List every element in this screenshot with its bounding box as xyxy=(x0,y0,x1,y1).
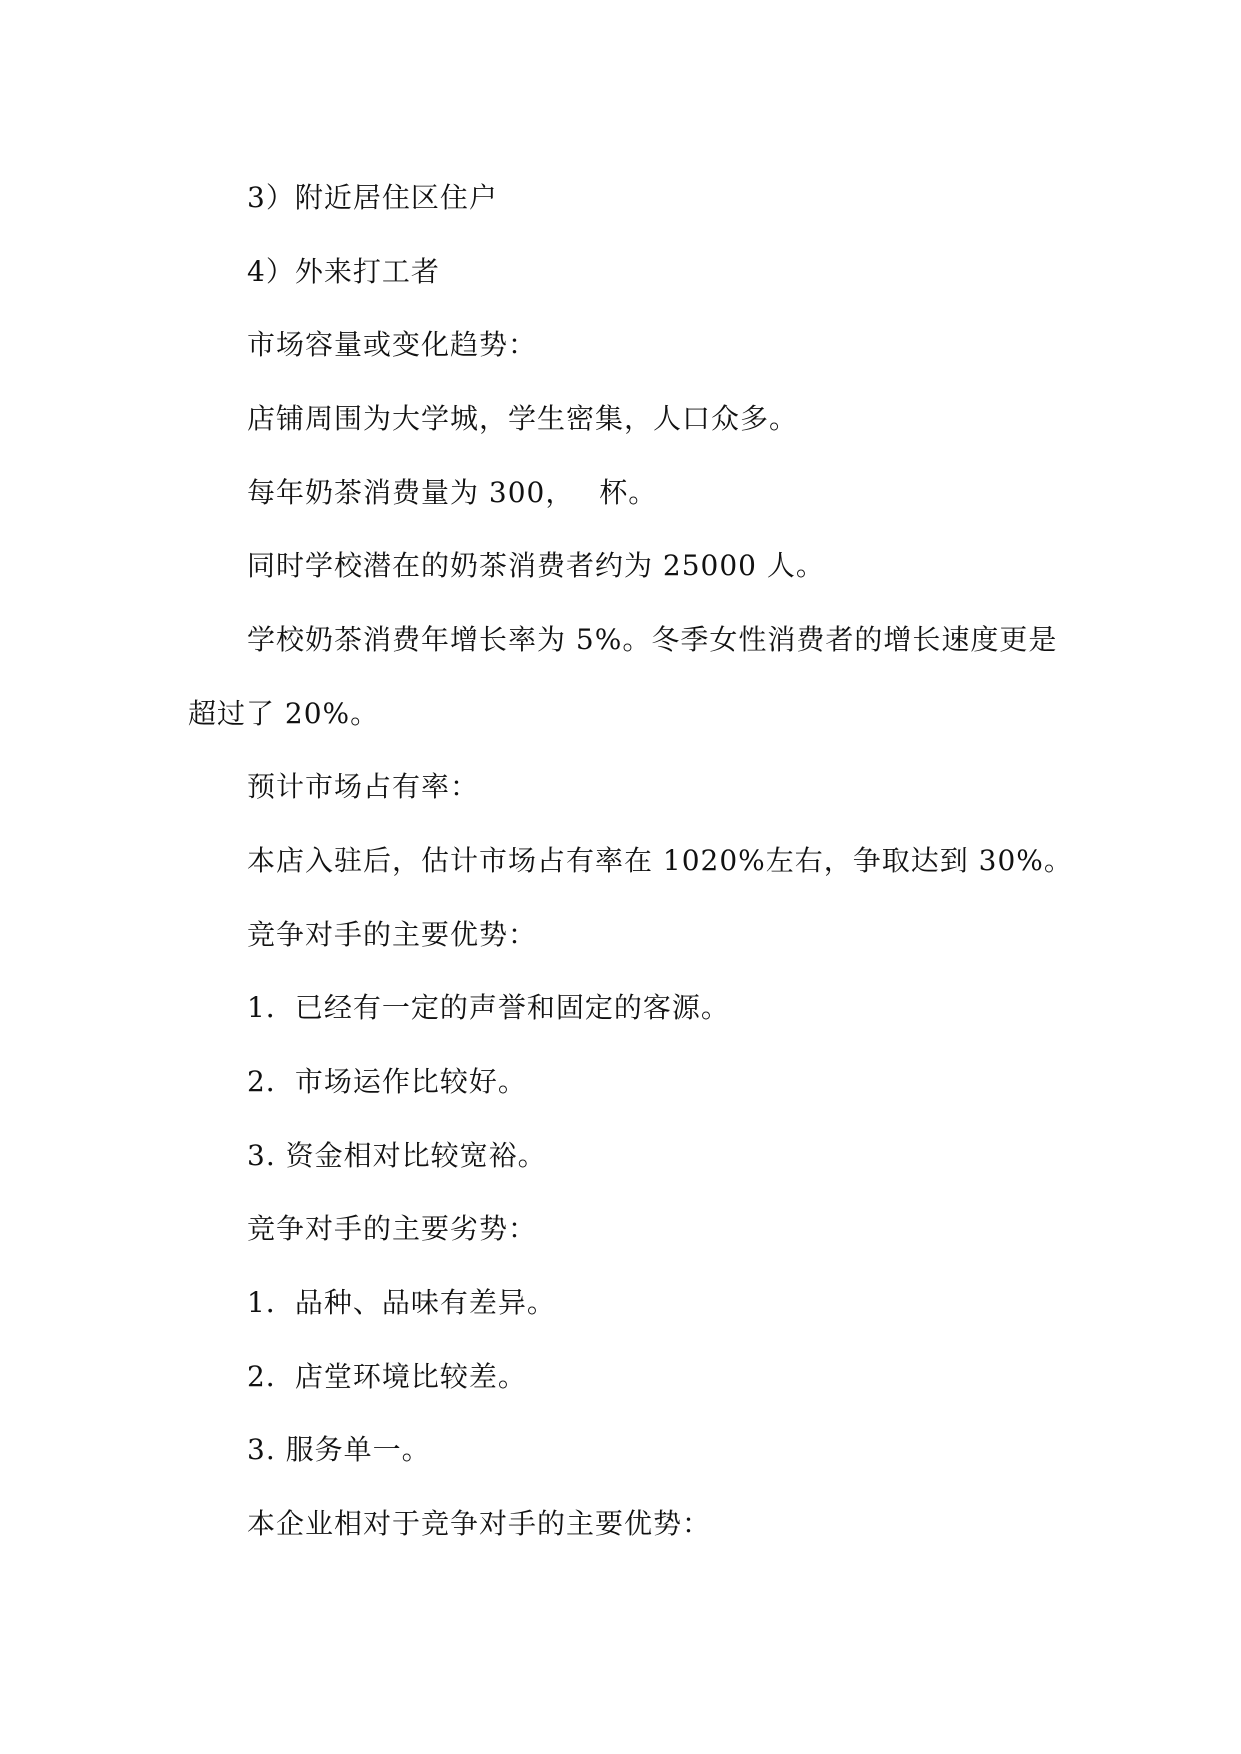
list-item-operation: 2．市场运作比较好。 xyxy=(247,1065,527,1098)
list-item-variety: 1．品种、品味有差异。 xyxy=(247,1286,556,1319)
paragraph-potential-consumers: 同时学校潜在的奶茶消费者约为 25000 人。 xyxy=(247,549,825,582)
paragraph-location: 店铺周围为大学城，学生密集，人口众多。 xyxy=(247,402,799,435)
list-item-service: 3. 服务单一。 xyxy=(247,1433,431,1466)
heading-competitor-weaknesses: 竞争对手的主要劣势： xyxy=(247,1212,538,1245)
list-item-environment: 2．店堂环境比较差。 xyxy=(247,1360,527,1393)
heading-market-share: 预计市场占有率： xyxy=(247,770,480,803)
list-item-migrant-workers: 4）外来打工者 xyxy=(247,255,440,288)
heading-our-strengths: 本企业相对于竞争对手的主要优势： xyxy=(247,1507,712,1540)
list-item-funds: 3. 资金相对比较宽裕。 xyxy=(247,1139,547,1172)
paragraph-growth-rate-continued: 超过了 20%。 xyxy=(188,697,380,730)
list-item-residents: 3）附近居住区住户 xyxy=(247,181,498,214)
paragraph-annual-consumption: 每年奶茶消费量为 300， 杯。 xyxy=(247,476,658,509)
paragraph-growth-rate: 学校奶茶消费年增长率为 5%。冬季女性消费者的增长速度更是 xyxy=(247,623,1058,656)
paragraph-market-share: 本店入驻后，估计市场占有率在 1020%左右，争取达到 30%。 xyxy=(247,844,1073,877)
heading-competitor-strengths: 竞争对手的主要优势： xyxy=(247,918,538,951)
list-item-reputation: 1．已经有一定的声誉和固定的客源。 xyxy=(247,991,730,1024)
heading-market-capacity: 市场容量或变化趋势： xyxy=(247,328,538,361)
